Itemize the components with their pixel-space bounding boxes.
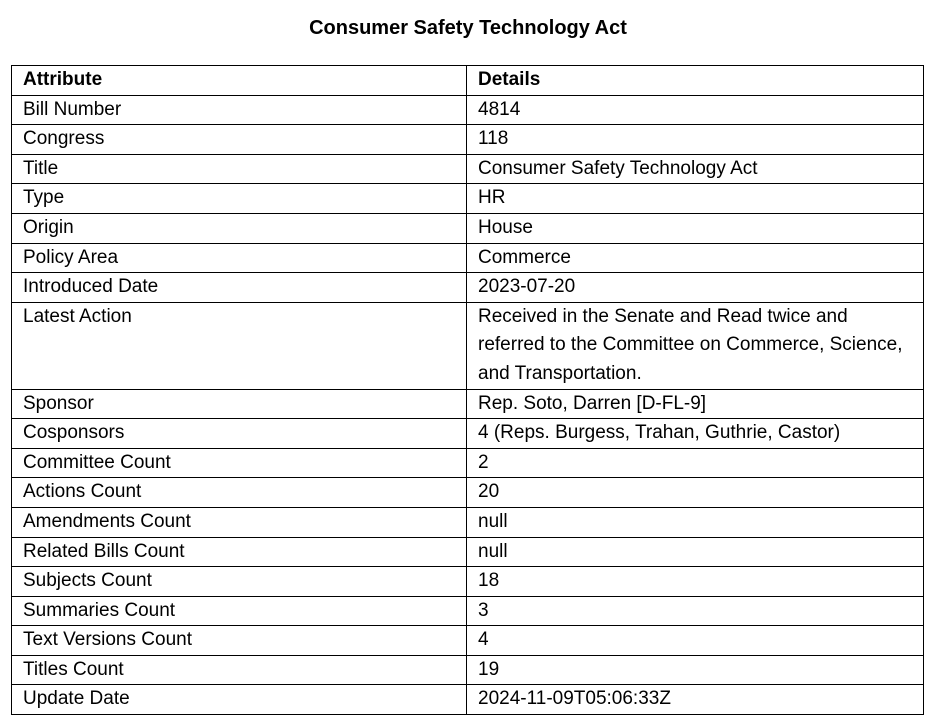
table-row bbox=[12, 95, 924, 125]
details-cell: 4 bbox=[467, 626, 924, 656]
attribute-cell: Subjects Count bbox=[12, 567, 467, 597]
attribute-cell: Summaries Count bbox=[12, 596, 467, 626]
attribute-cell: Type bbox=[12, 184, 467, 214]
details-cell: 20 bbox=[467, 478, 924, 508]
table-row bbox=[12, 213, 924, 243]
details-cell: Commerce bbox=[467, 243, 924, 273]
details-cell: 4814 bbox=[467, 95, 924, 125]
table-row bbox=[12, 507, 924, 537]
table-row bbox=[12, 184, 924, 214]
table-row bbox=[12, 243, 924, 273]
details-cell: 2024-11-09T05:06:33Z bbox=[467, 685, 924, 715]
details-cell: House bbox=[467, 213, 924, 243]
attribute-cell: Origin bbox=[12, 213, 467, 243]
attribute-cell: Latest Action bbox=[12, 302, 467, 389]
attribute-cell: Amendments Count bbox=[12, 507, 467, 537]
table-row bbox=[12, 448, 924, 478]
attribute-cell: Cosponsors bbox=[12, 419, 467, 449]
details-cell: 19 bbox=[467, 655, 924, 685]
header-details: Details bbox=[467, 66, 924, 96]
attribute-cell: Update Date bbox=[12, 685, 467, 715]
table-row bbox=[12, 626, 924, 656]
attribute-cell: Policy Area bbox=[12, 243, 467, 273]
attribute-cell: Congress bbox=[12, 125, 467, 155]
table-body bbox=[12, 95, 924, 714]
table-row bbox=[12, 273, 924, 303]
attribute-cell: Actions Count bbox=[12, 478, 467, 508]
table-header bbox=[12, 66, 924, 96]
table-row bbox=[12, 389, 924, 419]
attribute-cell: Sponsor bbox=[12, 389, 467, 419]
document-title: Consumer Safety Technology Act bbox=[309, 17, 627, 39]
details-cell: 2 bbox=[467, 448, 924, 478]
table-row bbox=[12, 154, 924, 184]
details-cell: 3 bbox=[467, 596, 924, 626]
attribute-cell: Titles Count bbox=[12, 655, 467, 685]
details-cell: 2023-07-20 bbox=[467, 273, 924, 303]
table-row bbox=[12, 302, 924, 389]
table-row bbox=[12, 567, 924, 597]
table-row bbox=[12, 478, 924, 508]
details-cell: HR bbox=[467, 184, 924, 214]
details-cell: 18 bbox=[467, 567, 924, 597]
bill-attributes-table bbox=[11, 65, 924, 715]
table-row bbox=[12, 419, 924, 449]
table-row bbox=[12, 685, 924, 715]
attribute-cell: Text Versions Count bbox=[12, 626, 467, 656]
attribute-cell: Introduced Date bbox=[12, 273, 467, 303]
details-cell: Received in the Senate and Read twice and referred to the Committee on Commerce, Science, and Transportation. bbox=[467, 302, 924, 389]
details-cell: Rep. Soto, Darren [D-FL-9] bbox=[467, 389, 924, 419]
details-cell: 118 bbox=[467, 125, 924, 155]
details-cell: Consumer Safety Technology Act bbox=[467, 154, 924, 184]
table-row bbox=[12, 655, 924, 685]
table-row bbox=[12, 125, 924, 155]
header-attribute: Attribute bbox=[12, 66, 467, 96]
details-cell: null bbox=[467, 537, 924, 567]
table-row bbox=[12, 596, 924, 626]
attribute-cell: Related Bills Count bbox=[12, 537, 467, 567]
details-cell: 4 (Reps. Burgess, Trahan, Guthrie, Castor) bbox=[467, 419, 924, 449]
details-cell: null bbox=[467, 507, 924, 537]
table-row bbox=[12, 537, 924, 567]
header-row bbox=[12, 66, 924, 96]
attribute-cell: Bill Number bbox=[12, 95, 467, 125]
attribute-cell: Committee Count bbox=[12, 448, 467, 478]
attribute-cell: Title bbox=[12, 154, 467, 184]
